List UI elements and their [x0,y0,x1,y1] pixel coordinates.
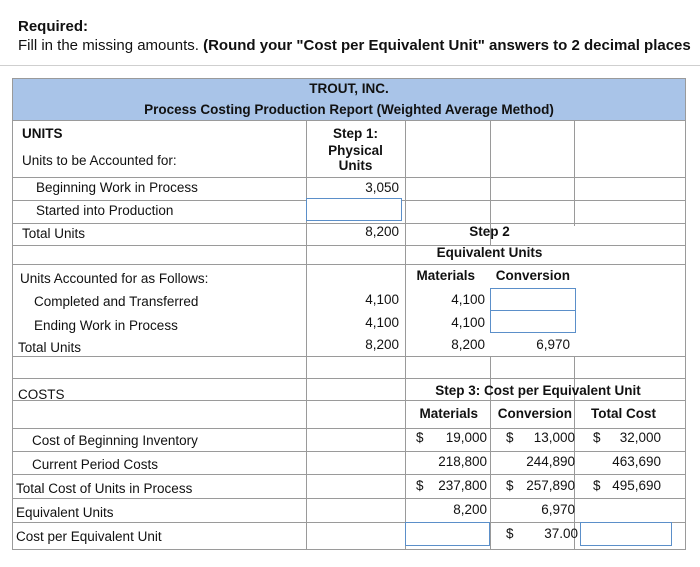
grid-line [12,245,686,246]
conversion-heading: Conversion [495,268,570,283]
grid-line [12,264,686,265]
cpeu-conversion: 37.00 [544,526,578,541]
tc-total: 495,690 [612,478,661,493]
grid-line [12,78,686,79]
grid-line [574,120,575,226]
dollar-sign: $ [416,430,424,445]
company-name: TROUT, INC. [309,81,389,96]
step3-label: Step 3: Cost per Equivalent Unit [435,383,641,398]
dollar-sign: $ [506,430,514,445]
step2-label: Step 2 [469,224,510,239]
grid-line [12,356,686,357]
beginning-wip-units: 3,050 [365,180,399,195]
grid-line [12,549,686,550]
grid-line [12,177,686,178]
total-physical: 8,200 [365,337,399,352]
tc-materials: 237,800 [438,478,487,493]
current-costs-label: Current Period Costs [32,457,159,472]
ending-wip-label: Ending Work in Process [34,318,178,333]
costs-heading: COSTS [18,387,65,402]
completed-label: Completed and Transferred [34,294,199,309]
cb-materials: 19,000 [445,430,487,445]
instruction-text [18,37,691,54]
cb-total: 32,000 [619,430,661,445]
total-cost-units-label: Total Cost of Units in Process [16,481,193,496]
total-materials: 8,200 [451,337,485,352]
dollar-sign: $ [593,478,601,493]
step1-physical: Physical [328,143,383,158]
cpeu-total-input[interactable] [580,522,672,546]
eu-materials: 8,200 [453,502,487,517]
started-label: Started into Production [36,203,174,218]
materials-cost-heading: Materials [419,406,478,421]
grid-line [12,498,686,499]
beginning-wip-label: Beginning Work in Process [36,180,198,195]
equivalent-units-heading: Equivalent Units [436,245,543,260]
total-units-value: 8,200 [365,224,399,239]
completed-materials: 4,100 [451,292,485,307]
cost-beginning-label: Cost of Beginning Inventory [32,433,198,448]
conversion-cost-heading: Conversion [497,406,572,421]
completed-conversion-input[interactable] [490,288,576,311]
grid-line [12,120,686,121]
dollar-sign: $ [506,478,514,493]
cc-conversion: 244,890 [526,454,575,469]
dollar-sign: $ [416,478,424,493]
ending-conversion-input[interactable] [490,310,576,333]
required-heading: Required: [18,18,89,35]
grid-line [12,400,686,401]
cpeu-label: Cost per Equivalent Unit [16,529,162,544]
accounted-as-follows-label: Units Accounted for as Follows: [20,271,209,286]
instruction-plain: Fill in the missing amounts. [18,37,199,54]
grid-line [12,378,686,379]
completed-physical: 4,100 [365,292,399,307]
ending-physical: 4,100 [365,315,399,330]
cc-materials: 218,800 [438,454,487,469]
total-units-label: Total Units [22,226,86,241]
cc-total: 463,690 [612,454,661,469]
grid-line [685,78,686,550]
total-cost-heading: Total Cost [591,406,656,421]
dollar-sign: $ [506,526,514,541]
grid-line [12,474,686,475]
ending-materials: 4,100 [451,315,485,330]
divider [0,65,700,66]
units-heading: UNITS [22,126,63,141]
grid-line [12,428,686,429]
dollar-sign: $ [593,430,601,445]
cb-conversion: 13,000 [533,430,575,445]
started-units-input[interactable] [306,198,402,221]
total-units2-label: Total Units [18,340,82,355]
cpeu-materials-input[interactable] [405,522,490,546]
tc-conversion: 257,890 [526,478,575,493]
units-to-account-label: Units to be Accounted for: [22,153,177,168]
production-report-table [12,78,686,550]
report-title: Process Costing Production Report (Weighted Average Method) [144,102,554,117]
grid-line [12,451,686,452]
step1-units: Units [338,158,373,173]
eu-conversion: 6,970 [541,502,575,517]
materials-heading: Materials [416,268,475,283]
instruction-bold: (Round your "Cost per Equivalent Unit" answers to 2 decimal places [203,37,691,54]
step1-label: Step 1: [332,126,378,141]
equivalent-units-row-label: Equivalent Units [16,505,114,520]
grid-line [12,78,13,550]
total-conversion: 6,970 [536,337,570,352]
